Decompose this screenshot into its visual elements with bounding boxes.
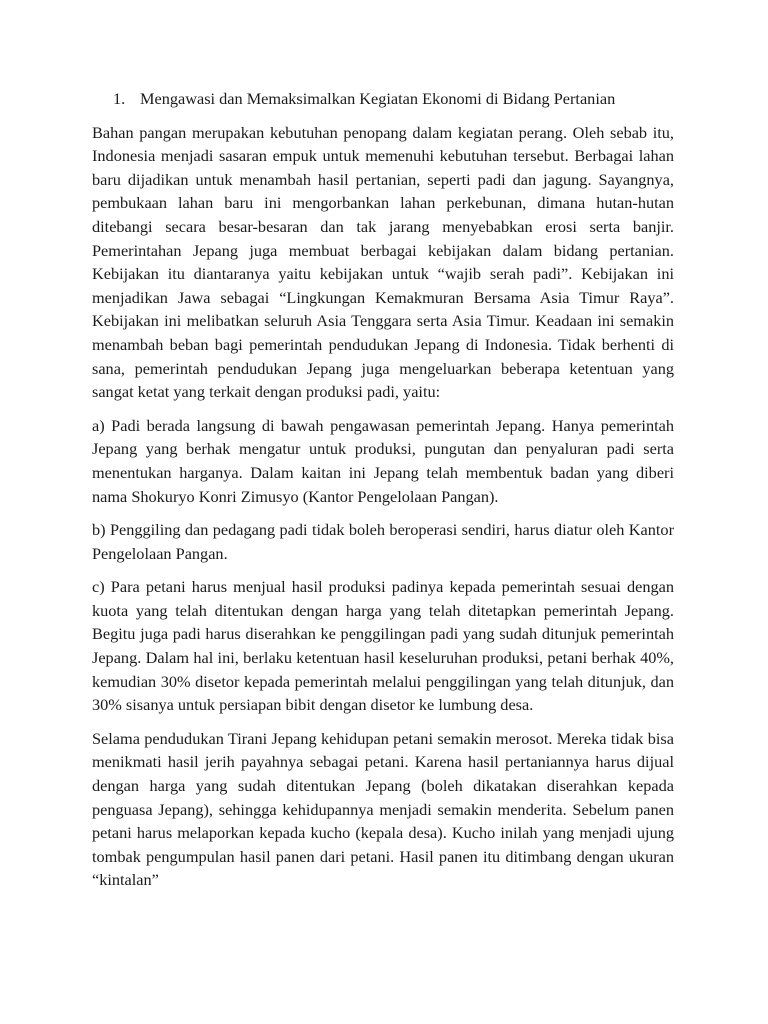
paragraph-point-b: b) Penggiling dan pedagang padi tidak boleh beroperasi sendiri, harus diatur oleh Kantor Pengelolaan Pangan. xyxy=(92,520,674,563)
document-page xyxy=(92,87,674,902)
heading-text: Mengawasi dan Memaksimalkan Kegiatan Ekonomi di Bidang Pertanian xyxy=(140,89,616,108)
paragraph-farmers: Selama pendudukan Tirani Jepang kehidupan petani semakin merosot. Mereka tidak bisa menikmati hasil jerih payahnya sebagai petani. Karena hasil pertaniannya harus dijual dengan harga yang sudah ditentukan Jepang (boleh dikatakan diserahkan kepada penguasa Jepang), sehingga kehidupannya menjadi semakin menderita. Sebelum panen petani harus melaporkan kepada kucho (kepala desa). Kucho inilah yang menjadi ujung tombak pengumpulan hasil panen dari petani. Hasil panen itu ditimbang dengan ukuran “kintalan” xyxy=(92,728,674,890)
paragraph-point-c: c) Para petani harus menjual hasil produksi padinya kepada pemerintah sesuai dengan kuota yang telah ditentukan dengan harga yang telah ditetapkan pemerintah Jepang. Begitu juga padi harus diserahkan ke penggilingan padi yang sudah ditunjuk pemerintah Jepang. Dalam hal ini, berlaku ketentuan hasil keseluruhan produksi, petani berhak 40%, kemudian 30% disetor kepada pemerintah melalui penggilingan yang telah ditunjuk, dan 30% sisanya untuk persiapan bibit dengan disetor ke lumbung desa. xyxy=(92,577,674,715)
heading-number: 1. xyxy=(113,89,126,108)
paragraph-intro: Bahan pangan merupakan kebutuhan penopang dalam kegiatan perang. Oleh sebab itu, Indonesia menjadi sasaran empuk untuk memenuhi kebutuhan tersebut. Berbagai lahan baru dijadikan untuk menambah hasil pertanian, seperti padi dan jagung. Sayangnya, pembukaan lahan baru ini mengorbankan lahan perkebunan, dimana hutan-hutan ditebangi secara besar-besaran dan tak jarang menyebabkan erosi serta banjir. Pemerintahan Jepang juga membuat berbagai kebijakan dalam bidang pertanian. Kebijakan itu diantaranya yaitu kebijakan untuk “wajib serah padi”. Kebijakan ini menjadikan Jawa sebagai “Lingkungan Kemakmuran Bersama Asia Timur Raya”. Kebijakan ini melibatkan seluruh Asia Tenggara serta Asia Timur. Keadaan ini semakin menambah beban bagi pemerintah pendudukan Jepang di Indonesia. Tidak berhenti di sana, pemerintah pendudukan Jepang juga mengeluarkan beberapa ketentuan yang sangat ketat yang terkait dengan produksi padi, yaitu: xyxy=(92,122,674,402)
section-heading xyxy=(92,87,674,111)
paragraph-point-a: a) Padi berada langsung di bawah pengawasan pemerintah Jepang. Hanya pemerintah Jepang yang berhak mengatur untuk produksi, pungutan dan penyaluran padi serta menentukan harganya. Dalam kaitan ini Jepang telah membentuk badan yang diberi nama Shokuryo Konri Zimusyo (Kantor Pengelolaan Pangan). xyxy=(92,415,674,506)
